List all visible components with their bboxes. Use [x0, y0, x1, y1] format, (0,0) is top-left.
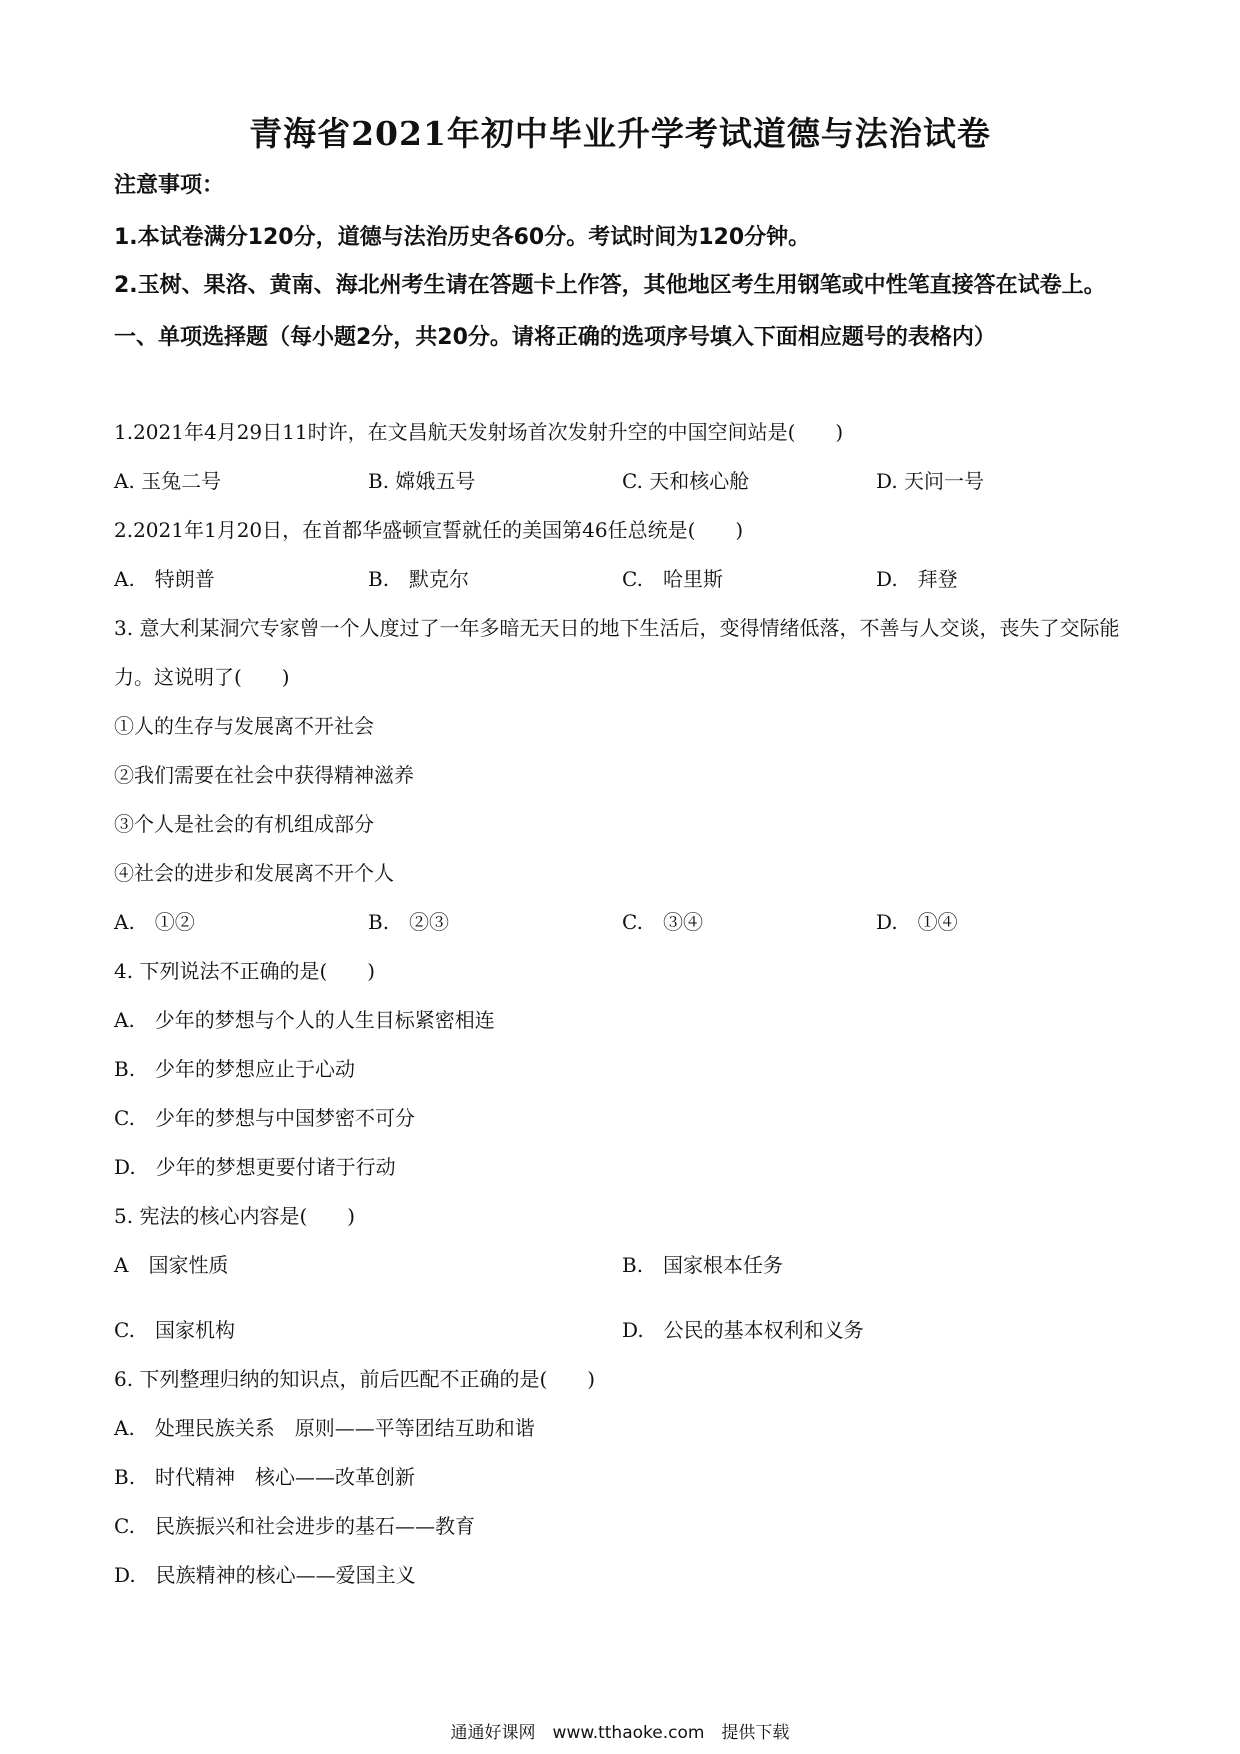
question-list — [114, 408, 1130, 1600]
footer-credit: 通通好课网 www.tthaoke.com 提供下载 — [450, 1723, 790, 1743]
notice-block — [114, 166, 1130, 362]
option: B. 时代精神 核心——改革创新 — [114, 1465, 416, 1489]
option: A. 少年的梦想与个人的人生目标紧密相连 — [114, 1008, 495, 1032]
option: C. 民族振兴和社会进步的基石——教育 — [114, 1514, 475, 1538]
option-row — [114, 1241, 1130, 1306]
section-heading: 一、单项选择题（每小题2分，共20分。请将正确的选项序号填入下面相应题号的表格内） — [114, 325, 996, 350]
notice-heading: 注意事项： — [114, 173, 225, 198]
option: C. 哈里斯 — [622, 567, 723, 591]
option: A. 特朗普 — [114, 567, 215, 591]
option: D. ①④ — [876, 910, 958, 934]
option: C. 少年的梦想与中国梦密不可分 — [114, 1106, 415, 1130]
statement: ①人的生存与发展离不开社会 — [114, 714, 374, 738]
question-stem: 4. 下列说法不正确的是( ) — [114, 959, 376, 983]
statement: ③个人是社会的有机组成部分 — [114, 812, 374, 836]
option-row — [114, 457, 1130, 506]
option: B. 嫦娥五号 — [368, 469, 476, 493]
option: B. 少年的梦想应止于心动 — [114, 1057, 356, 1081]
option: C. 国家机构 — [114, 1318, 235, 1342]
option: D. 公民的基本权利和义务 — [622, 1318, 864, 1342]
option: B. 国家根本任务 — [622, 1253, 784, 1277]
option: A. 玉兔二号 — [114, 469, 222, 493]
question-stem: 3. 意大利某洞穴专家曾一个人度过了一年多暗无天日的地下生活后，变得情绪低落，不善与人交谈，丧失了交际能力。这说明了( ) — [114, 616, 1120, 689]
statement: ②我们需要在社会中获得精神滋养 — [114, 763, 414, 787]
question-stem: 2.2021年1月20日，在首都华盛顿宣誓就任的美国第46任总统是( ) — [114, 518, 744, 542]
question-stem: 6. 下列整理归纳的知识点，前后匹配不正确的是( ) — [114, 1367, 596, 1391]
option: D. 少年的梦想更要付诸于行动 — [114, 1155, 396, 1179]
option: D. 天问一号 — [876, 469, 985, 493]
option: A. ①② — [114, 910, 195, 934]
option-row — [114, 1306, 1130, 1355]
option-row — [114, 898, 1130, 947]
notice-item: 1.本试卷满分120分，道德与法治历史各60分。考试时间为120分钟。 — [114, 225, 811, 250]
option: B. ②③ — [368, 910, 450, 934]
option-row — [114, 555, 1130, 604]
option: D. 民族精神的核心——爱国主义 — [114, 1563, 416, 1587]
option: D. 拜登 — [876, 567, 958, 591]
statement: ④社会的进步和发展离不开个人 — [114, 861, 394, 885]
page-title: 青海省2021年初中毕业升学考试道德与法治试卷 — [249, 114, 991, 153]
option: A. 处理民族关系 原则——平等团结互助和谐 — [114, 1416, 535, 1440]
option: A 国家性质 — [114, 1253, 229, 1277]
option: C. ③④ — [622, 910, 703, 934]
option: B. 默克尔 — [368, 567, 470, 591]
notice-item: 2.玉树、果洛、黄南、海北州考生请在答题卡上作答，其他地区考生用钢笔或中性笔直接答在试卷上。 — [114, 273, 1106, 298]
question-stem: 5. 宪法的核心内容是( ) — [114, 1204, 356, 1228]
option: C. 天和核心舱 — [622, 469, 750, 493]
question-stem: 1.2021年4月29日11时许，在文昌航天发射场首次发射升空的中国空间站是( ) — [114, 420, 844, 444]
